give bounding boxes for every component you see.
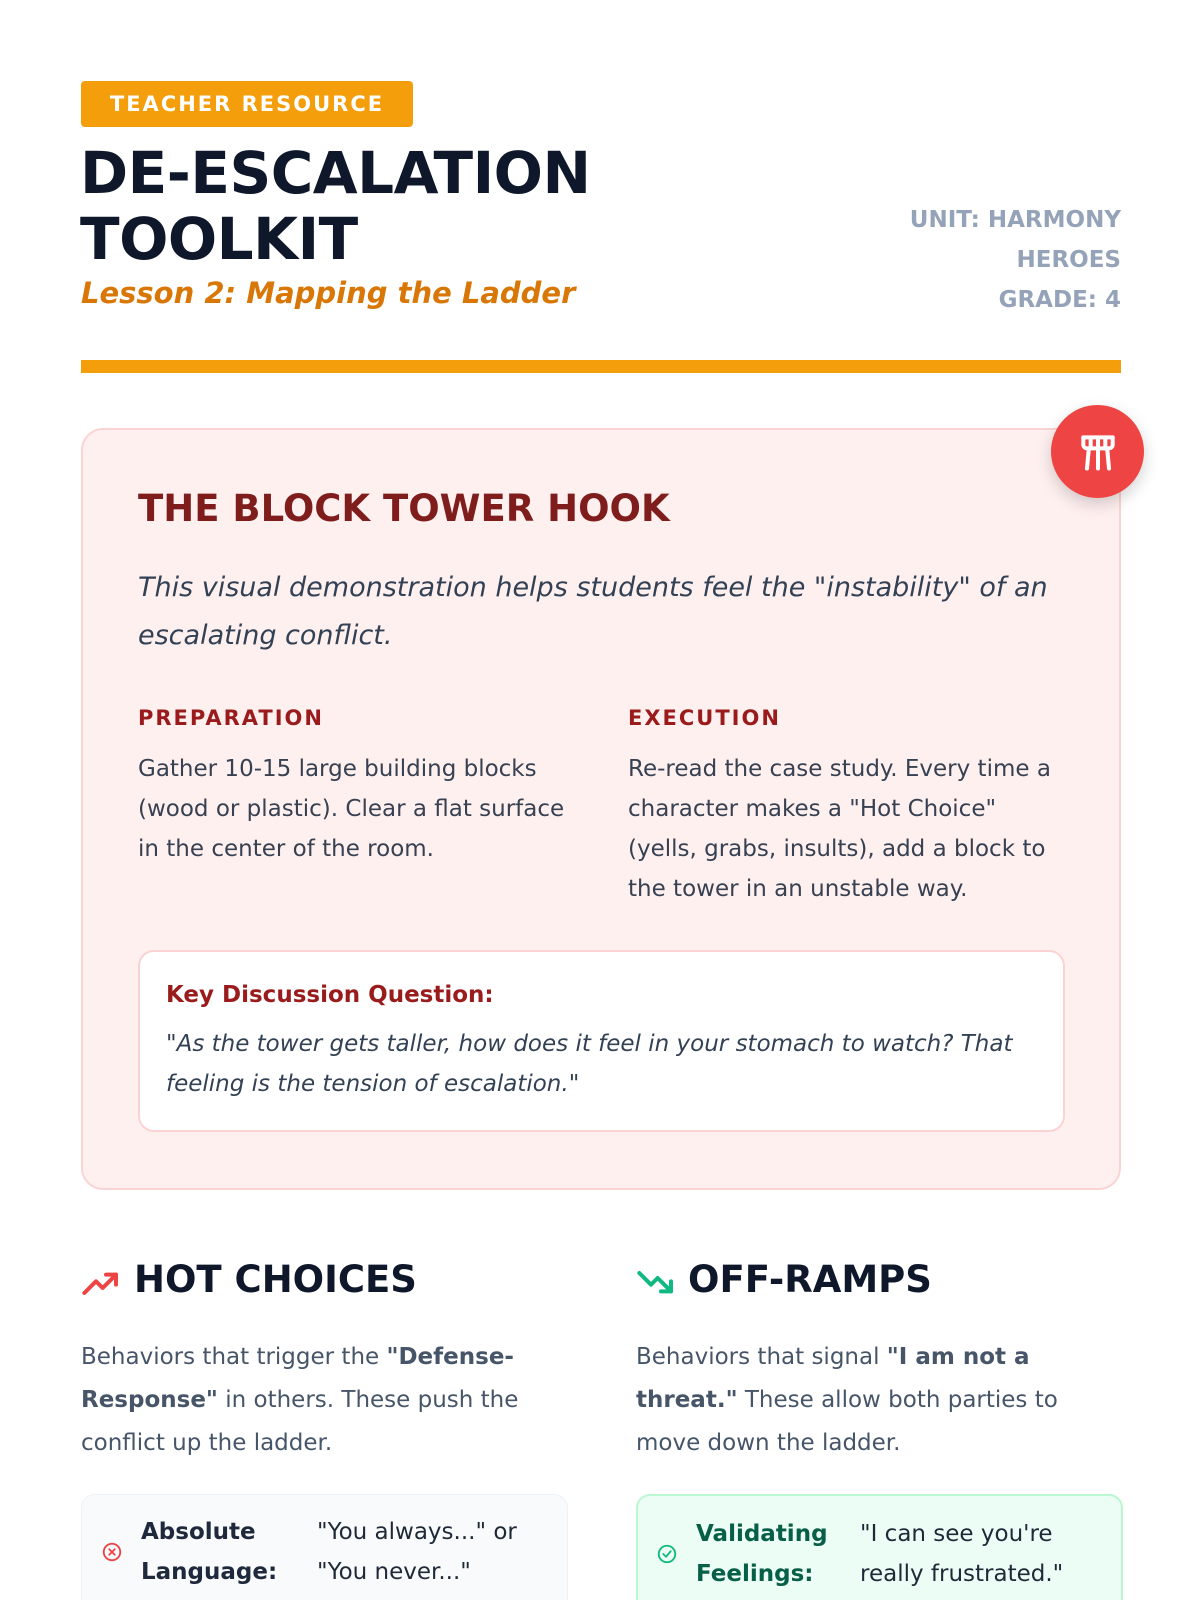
off-ramp-quote: "I can see you're really frustrated." (860, 1521, 1064, 1587)
discussion-question-text: "As the tower gets taller, how does it feel in your stomach to watch? That feeling is the tension of escalation." (166, 1031, 1013, 1097)
header-divider (81, 360, 1121, 373)
preparation-heading: PREPARATION (138, 706, 324, 730)
hot-choices-title: HOT CHOICES (134, 1258, 417, 1301)
page-title (80, 140, 720, 272)
tower-icon (1076, 430, 1120, 474)
discussion-question-label: Key Discussion Question: (166, 982, 494, 1008)
check-circle-icon (656, 1543, 678, 1565)
trending-up-icon (81, 1268, 121, 1298)
trending-down-icon (636, 1268, 676, 1298)
title-line-2: TOOLKIT (80, 205, 358, 273)
off-ramps-description: Behaviors that signal "I am not a threat." These allow both parties to move down the ladder. (636, 1344, 1058, 1456)
preparation-text: Gather 10-15 large building blocks (wood or plastic). Clear a flat surface in the center of the room. (138, 756, 565, 862)
hot-choice-term: Absolute Language: (141, 1519, 278, 1585)
hot-choice-quote: "You always..." or "You never..." (317, 1519, 517, 1585)
execution-text: Re-read the case study. Every time a character makes a "Hot Choice" (yells, grabs, insults), add a block to the tower in an unstable way. (628, 756, 1051, 902)
hook-title: THE BLOCK TOWER HOOK (138, 487, 670, 530)
teacher-resource-badge: TEACHER RESOURCE (81, 81, 413, 127)
lesson-subtitle: Lesson 2: Mapping the Ladder (81, 276, 576, 310)
hot-choices-description: Behaviors that trigger the "Defense-Response" in others. These push the conflict up the ladder. (81, 1344, 519, 1456)
hook-badge (1051, 405, 1144, 498)
hook-intro: This visual demonstration helps students feel the "instability" of an escalating conflict. (138, 572, 1048, 651)
unit-label-line-2: HEROES (1016, 247, 1121, 273)
execution-heading: EXECUTION (628, 706, 781, 730)
unit-grade-info (881, 200, 1121, 320)
title-line-1: DE-ESCALATION (80, 139, 591, 207)
x-circle-icon (101, 1541, 123, 1563)
off-ramp-term: Validating Feelings: (696, 1521, 828, 1587)
grade-label: GRADE: 4 (998, 287, 1121, 313)
unit-label-line-1: UNIT: HARMONY (909, 207, 1121, 233)
off-ramps-title: OFF-RAMPS (688, 1258, 932, 1301)
